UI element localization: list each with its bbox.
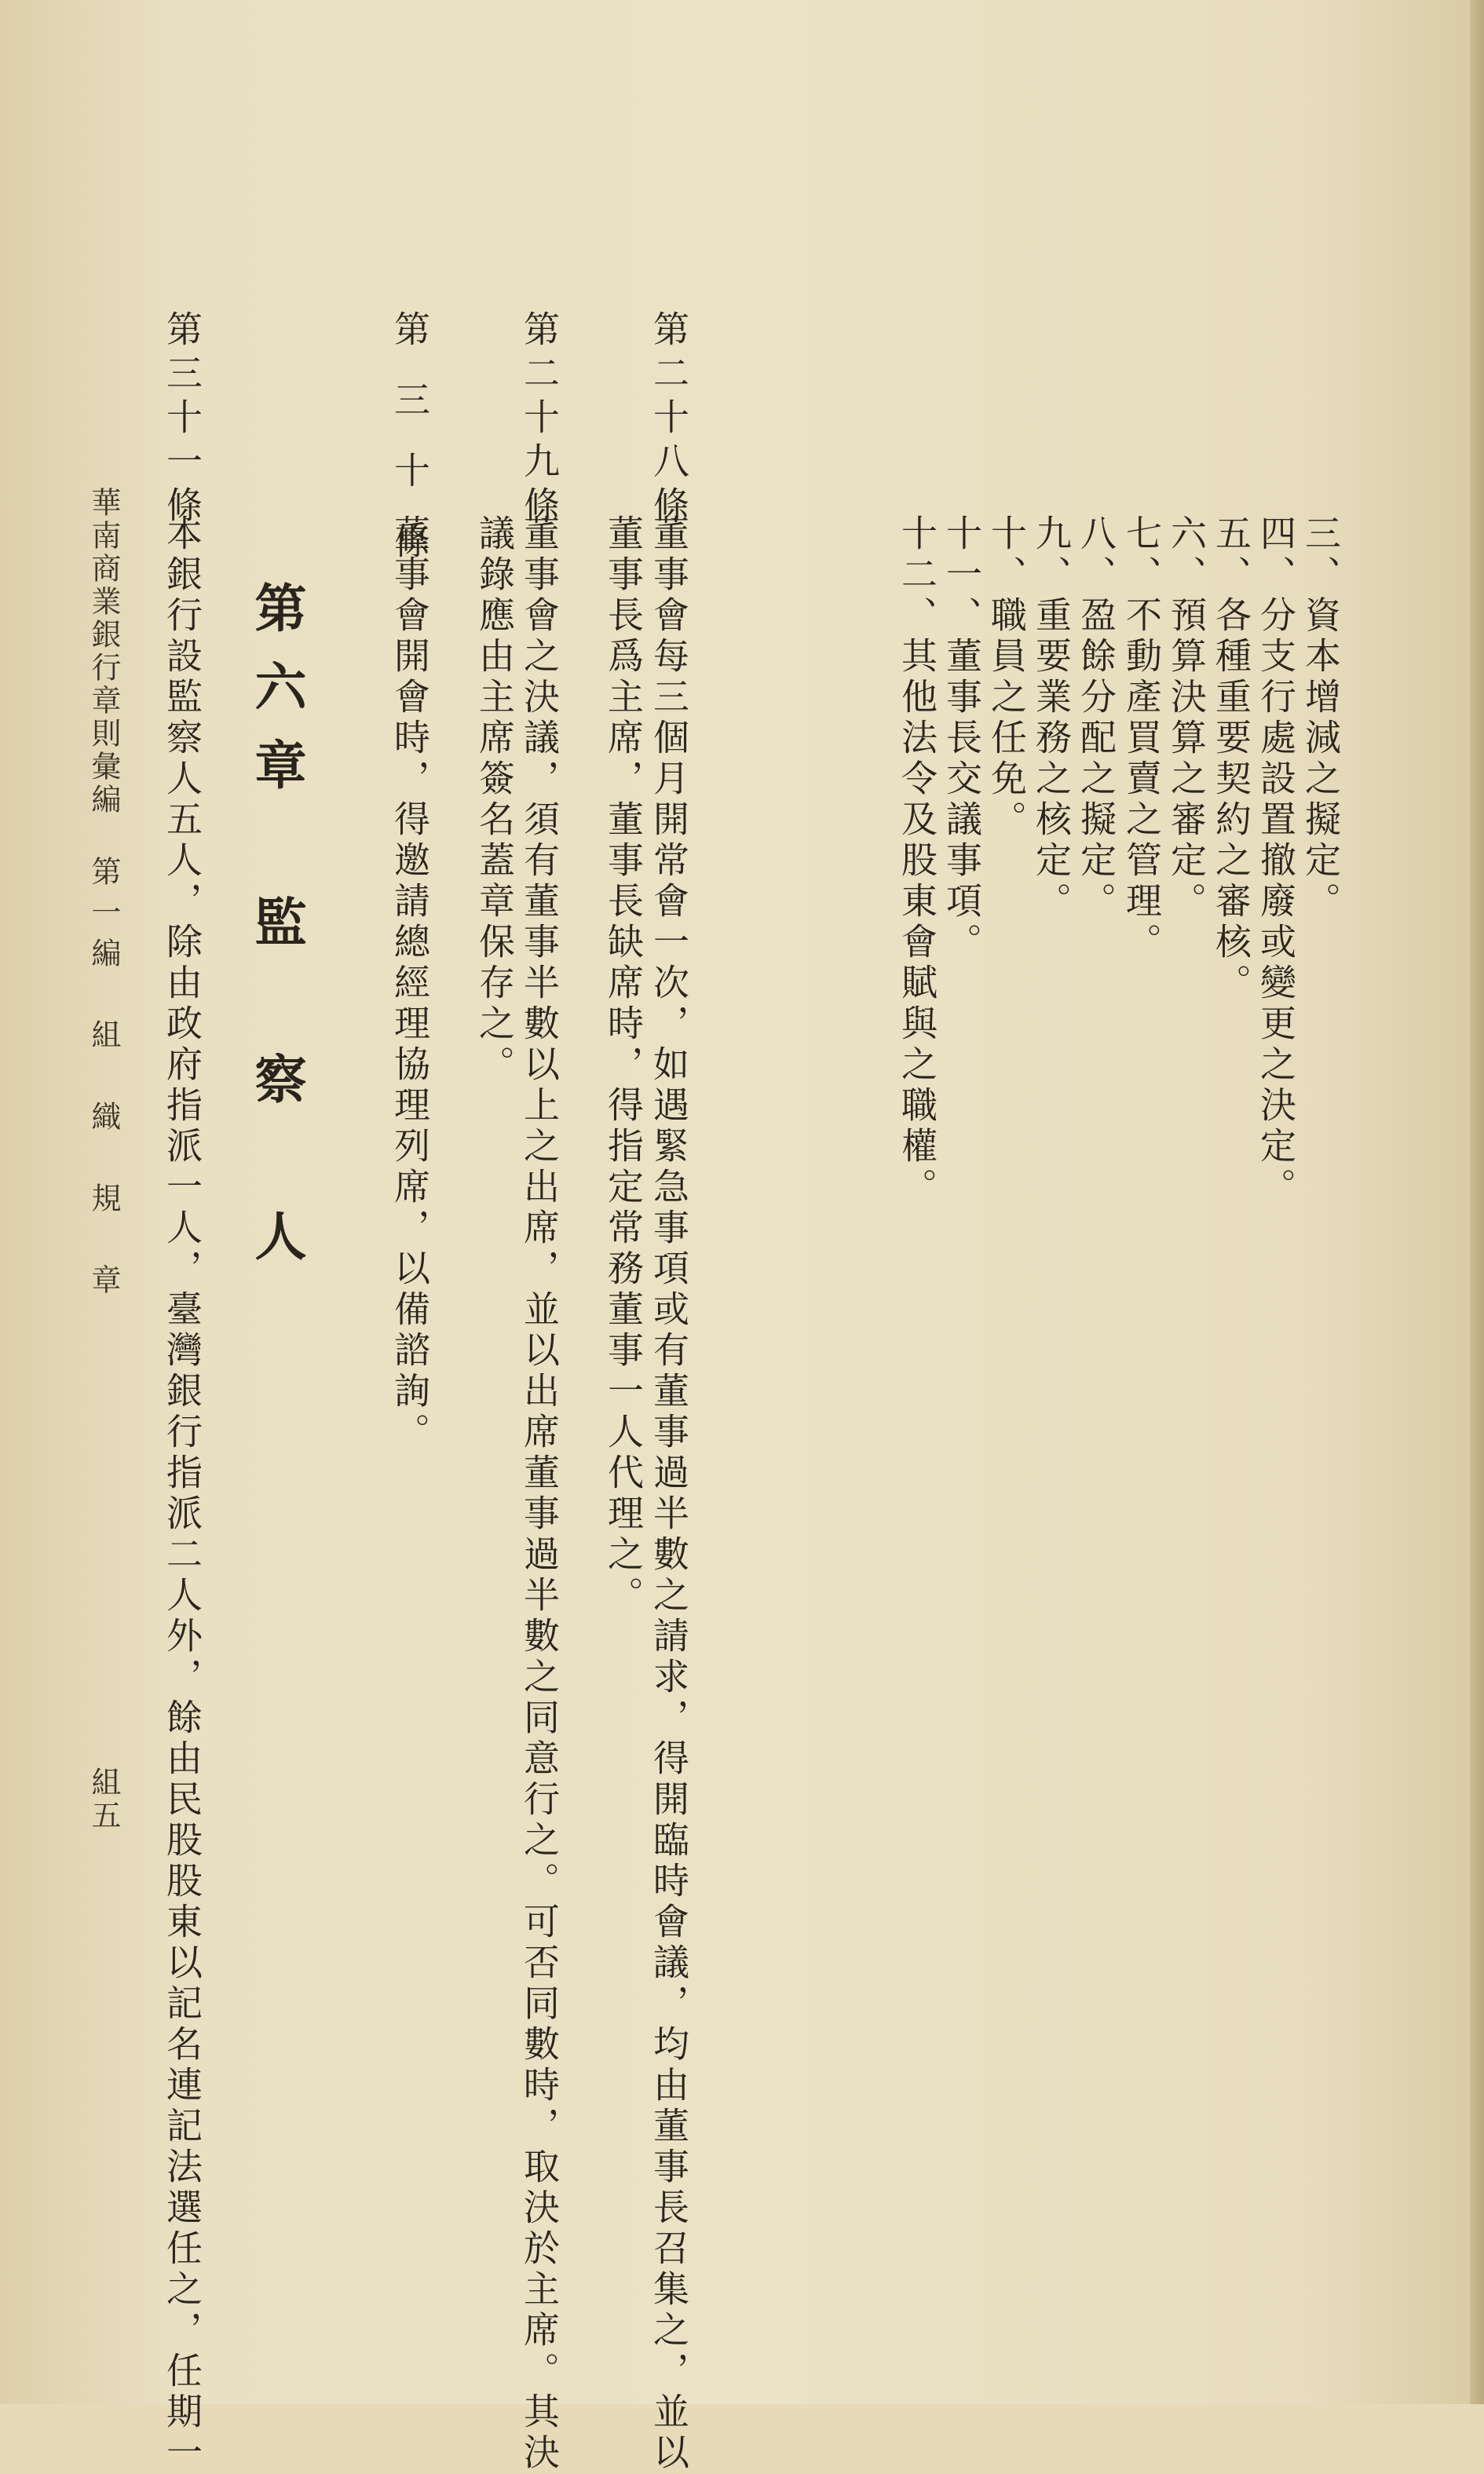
list-item: 十、職員之任免。 xyxy=(985,514,1028,841)
list-item: 三、資本增減之擬定。 xyxy=(1299,514,1342,923)
article-text-line: 本銀行設監察人五人，除由政府指派一人，臺灣銀行指派二人外，餘由民股股東以記名連記法選任之，任期一 xyxy=(161,514,203,2474)
article-text-line: 議錄應由主席簽名蓋章保存之。 xyxy=(473,514,516,1086)
list-item: 五、各種重要契約之審核。 xyxy=(1210,514,1252,1004)
article-text-line: 董事會之決議，須有董事半數以上之出席，並以出席董事過半數之同意行之。可否同數時，取決於主席。其決 xyxy=(518,514,561,2474)
article-text-line: 董事會每三個月開常會一次，如遇緊急事項或有董事過半數之請求，得開臨時會議，均由董事長召集之，並以 xyxy=(648,514,690,2474)
list-item: 四、分支行處設置撤廢或變更之決定。 xyxy=(1255,514,1297,1208)
article-label: 第三十條 xyxy=(389,310,431,593)
list-item: 六、預算決算之審定。 xyxy=(1165,514,1208,923)
article-label: 第二十九條 xyxy=(518,310,561,530)
article-label: 第二十八條 xyxy=(648,310,690,530)
list-item: 九、重要業務之核定。 xyxy=(1030,514,1073,923)
section-title: 第一編 組 織 規 章 xyxy=(86,856,121,1305)
article-text-line: 董事長爲主席，董事長缺席時，得指定常務董事一人代理之。 xyxy=(602,514,645,1617)
chapter-heading: 第六章 監 察 人 xyxy=(246,581,307,1288)
page-edge xyxy=(1470,0,1484,2404)
article-text-line: 董事會開會時，得邀請總經理協理列席，以備諮詢。 xyxy=(389,514,431,1453)
page-number: 組五 xyxy=(86,1767,121,1833)
article-label: 第三十一條 xyxy=(161,310,203,530)
list-item: 七、不動產買賣之管理。 xyxy=(1120,514,1163,963)
list-item: 十一、董事長交議事項。 xyxy=(941,514,983,963)
list-item: 八、盈餘分配之擬定。 xyxy=(1075,514,1117,923)
list-item: 十二、其他法令及股東會賦與之職權。 xyxy=(896,514,938,1208)
book-title: 華南商業銀行章則彙編 xyxy=(86,487,121,817)
